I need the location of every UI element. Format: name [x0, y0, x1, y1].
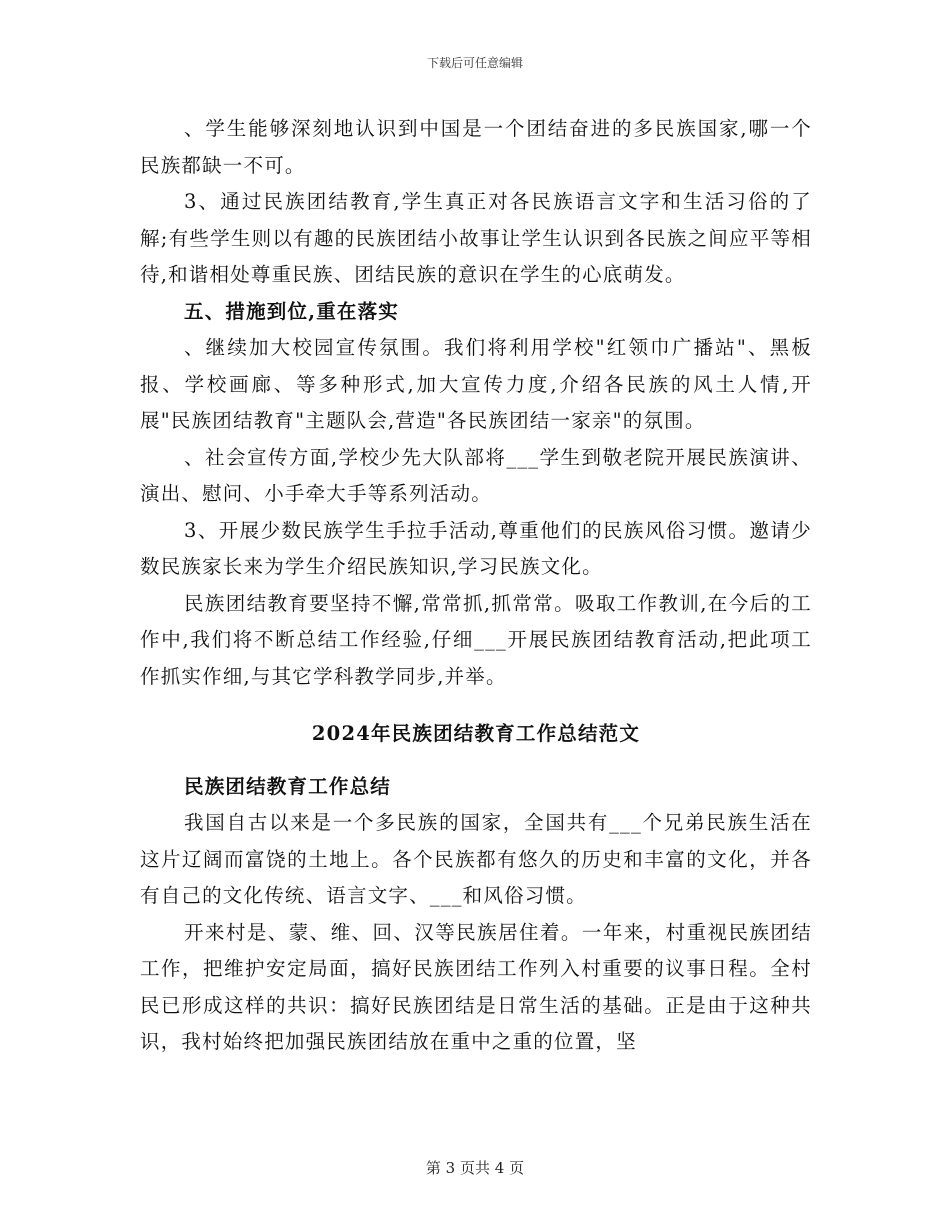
paragraph-5: 3、开展少数民族学生手拉手活动,尊重他们的民族风俗习惯。邀请少数民族家长来为学生介绍民族知识,学习民族文化。 — [140, 518, 812, 578]
paragraph-3: 、继续加大校园宣传氛围。我们将利用学校"红领巾广播站"、黑板报、学校画廊、等多种形式,加大宣传力度,介绍各民族的风土人情,开展"民族团结教育"主题队会,营造"各民族团结一家亲"的氛围。 — [140, 336, 812, 432]
paragraph-8: 开来村是、蒙、维、回、汉等民族居住着。一年来，村重视民族团结工作，把维护安定局面，搞好民族团结工作列入村重要的议事日程。全村民已形成这样的共识：搞好民族团结是日常生活的基础。正是由于这种共识，我村始终把加强民族团结放在重中之重的位置，坚 — [140, 920, 812, 1053]
document-title: 2024年民族团结教育工作总结范文 — [311, 722, 641, 745]
paragraph-4: 、社会宣传方面,学校少先大队部将___学生到敬老院开展民族演讲、演出、慰问、小手牵大手等系列活动。 — [140, 445, 812, 505]
page-number: 第 3 页共 4 页 — [425, 1159, 525, 1177]
paragraph-2: 3、通过民族团结教育,学生真正对各民族语言文字和生活习俗的了解;有些学生则以有趣的民族团结小故事让学生认识到各民族之间应平等相待,和谐相处尊重民族、团结民族的意识在学生的心底萌发。 — [140, 190, 812, 286]
section-heading-measures: 五、措施到位,重在落实 — [184, 299, 399, 323]
header-note: 下载后可任意编辑 — [426, 56, 523, 70]
subsection-heading: 民族团结教育工作总结 — [184, 774, 392, 798]
paragraph-6: 民族团结教育要坚持不懈,常常抓,抓常常。吸取工作教训,在今后的工作中,我们将不断总结工作经验,仔细___开展民族团结教育活动,把此项工作抓实作细,与其它学科教学同步,并举。 — [140, 591, 812, 688]
paragraph-1: 、学生能够深刻地认识到中国是一个团结奋进的多民族国家,哪一个民族都缺一不可。 — [140, 117, 812, 177]
document-body — [140, 111, 812, 1061]
paragraph-7: 我国自古以来是一个多民族的国家，全国共有___个兄弟民族生活在这片辽阔而富饶的土地上。各个民族都有悠久的历史和丰富的文化，并各有自己的文化传统、语言文字、___和风俗习惯。 — [140, 811, 812, 907]
